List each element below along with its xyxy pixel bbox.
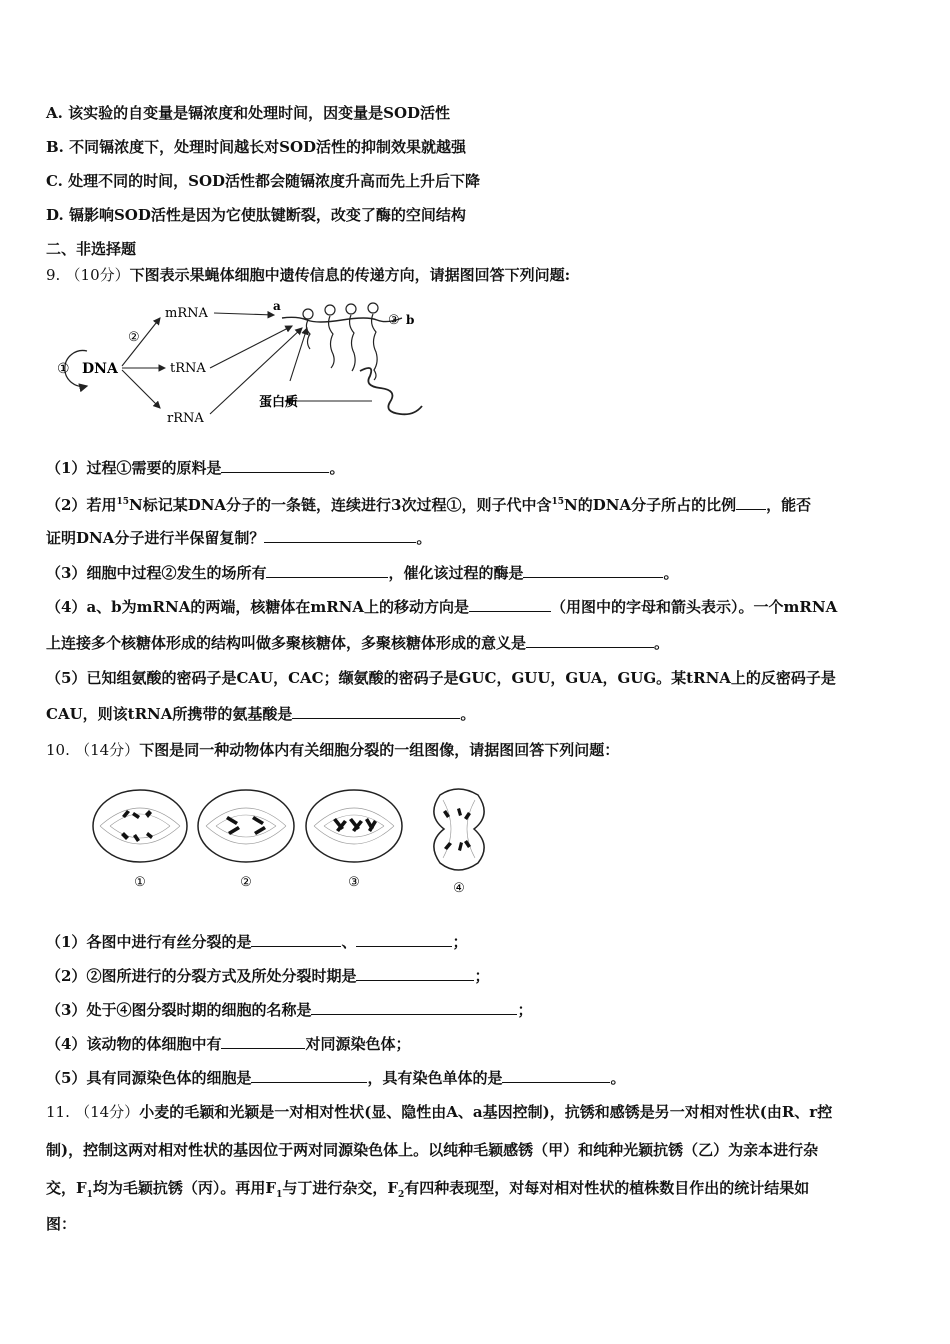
answer-blank[interactable] bbox=[221, 1034, 305, 1049]
rrna-label: rRNA bbox=[167, 411, 204, 426]
answer-blank[interactable] bbox=[266, 563, 388, 578]
trna-label: tRNA bbox=[170, 361, 206, 376]
cell-division-figure bbox=[88, 782, 488, 902]
protein-chain bbox=[360, 368, 422, 414]
trna-to-ribosome-arrow bbox=[210, 326, 292, 368]
answer-blank[interactable] bbox=[502, 1068, 610, 1083]
q10-part2: （2）②图所进行的分裂方式及所处分裂时期是 ； bbox=[46, 967, 490, 985]
dna-label: DNA bbox=[82, 361, 118, 377]
answer-blank[interactable] bbox=[526, 633, 654, 648]
answer-blank[interactable] bbox=[356, 966, 474, 981]
cell-4 bbox=[434, 789, 484, 870]
cell-label-4: ④ bbox=[453, 881, 465, 896]
q10-stem: 10. （14分）下图是同一种动物体内有关细胞分裂的一组图像，请据图回答下列问题： bbox=[46, 741, 620, 759]
option-d: D. 镉影响SOD活性是因为它使肽键断裂，改变了酶的空间结构 bbox=[46, 206, 466, 224]
process-3-label: ③ bbox=[388, 313, 400, 328]
q9-stem: 9. （10分）下图表示果蝇体细胞中遗传信息的传递方向，请据图回答下列问题: bbox=[46, 266, 571, 284]
option-c: C. 处理不同的时间，SOD活性都会随镉浓度升高而先上升后下降 bbox=[46, 172, 481, 190]
cell-1 bbox=[93, 790, 187, 862]
q10-part1: （1）各图中进行有丝分裂的是 、 ； bbox=[46, 933, 468, 951]
section-title: 二、非选择题 bbox=[46, 240, 137, 258]
q9-part3: （3）细胞中过程②发生的场所有 ，催化该过程的酶是 。 bbox=[46, 564, 679, 582]
answer-blank[interactable] bbox=[221, 458, 329, 473]
q9-part2-line1: （2）若用$^{15}$N标记某DNA分子的一条链，连续进行3次过程①，则子代中含$^{15}$N的DNA分子所占的比例 ，能否 bbox=[46, 496, 812, 514]
answer-blank[interactable] bbox=[292, 704, 460, 719]
answer-blank[interactable] bbox=[736, 495, 766, 510]
answer-blank[interactable] bbox=[523, 563, 663, 578]
q9-part1: （1）过程①需要的原料是 。 bbox=[46, 459, 345, 477]
q11-line1: 11. （14分）小麦的毛颖和光颖是一对相对性状(显、隐性由A、a基因控制)，抗锈和感锈是另一对相对性状(由R、r控 bbox=[46, 1103, 833, 1121]
answer-blank[interactable] bbox=[264, 528, 416, 543]
q11-line4: 图： bbox=[46, 1215, 77, 1233]
answer-blank[interactable] bbox=[251, 932, 341, 947]
mrna-end-a-label: a bbox=[273, 299, 281, 313]
mrna-strand bbox=[282, 317, 402, 322]
q11-line2: 制)，控制这两对相对性状的基因位于两对同源染色体上。以纯种毛颖感锈（甲）和纯种光颖抗锈（乙）为亲本进行杂 bbox=[46, 1141, 819, 1159]
cell-label-3: ③ bbox=[348, 875, 360, 890]
q9-part2-line2: 证明DNA分子进行半保留复制？ 。 bbox=[46, 529, 432, 547]
answer-blank[interactable] bbox=[356, 932, 452, 947]
mrna-label: mRNA bbox=[165, 306, 208, 321]
mrna-to-ribosome-arrow bbox=[214, 313, 274, 315]
cell-label-1: ① bbox=[134, 875, 146, 890]
answer-blank[interactable] bbox=[311, 1000, 517, 1015]
q9-part5-line1: （5）已知组氨酸的密码子是CAU，CAC；缬氨酸的密码子是GUC，GUU，GUA，GUG。某tRNA上的反密码子是 bbox=[46, 669, 836, 687]
q10-part4: （4）该动物的体细胞中有 对同源染色体； bbox=[46, 1035, 411, 1053]
cell-2 bbox=[198, 790, 294, 862]
q10-part5: （5）具有同源染色体的细胞是 ，具有染色单体的是 。 bbox=[46, 1069, 626, 1087]
q9-part4-line2: 上连接多个核糖体形成的结构叫做多聚核糖体，多聚核糖体形成的意义是 。 bbox=[46, 634, 670, 652]
mrna-end-b-label: b bbox=[406, 313, 415, 327]
process-1-label: ① bbox=[57, 361, 70, 377]
gene-expression-diagram bbox=[42, 296, 432, 431]
option-b: B. 不同镉浓度下，处理时间越长对SOD活性的抑制效果就越强 bbox=[46, 138, 467, 156]
option-a: A. 该实验的自变量是镉浓度和处理时间，因变量是SOD活性 bbox=[46, 104, 451, 122]
q11-line3: 交，$F_1$均为毛颖抗锈（丙）。再用$F_1$与丁进行杂交，$F_2$有四种表现型，对每对相对性状的植株数目作出的统计结果如 bbox=[46, 1179, 810, 1200]
chromosomes bbox=[121, 808, 471, 851]
q9-part4-line1: （4）a、b为mRNA的两端，核糖体在mRNA上的移动方向是 （用图中的字母和箭头表示）。一个mRNA bbox=[46, 598, 838, 616]
answer-blank[interactable] bbox=[469, 597, 551, 612]
process-2-label: ② bbox=[128, 330, 140, 345]
protein-to-ribosome-arrow bbox=[290, 328, 307, 381]
q10-part3: （3）处于④图分裂时期的细胞的名称是 ； bbox=[46, 1001, 533, 1019]
q9-part5-line2: CAU，则该tRNA所携带的氨基酸是 。 bbox=[46, 705, 476, 723]
cell-label-2: ② bbox=[240, 875, 252, 890]
transcription-arrow-rrna bbox=[122, 370, 160, 408]
protein-label: 蛋白质 bbox=[259, 395, 299, 410]
answer-blank[interactable] bbox=[251, 1068, 367, 1083]
